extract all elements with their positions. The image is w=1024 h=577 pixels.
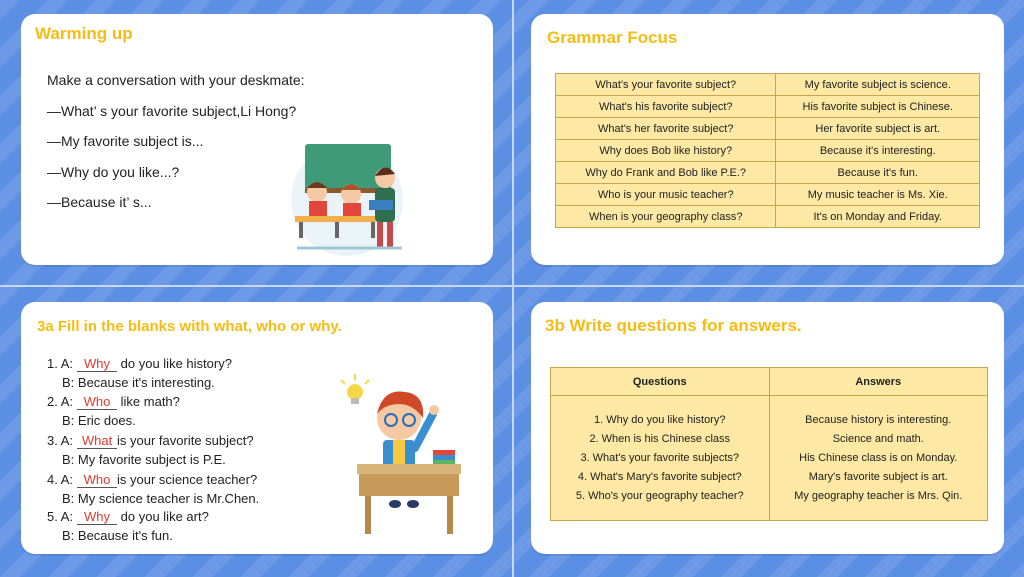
grammar-row	[556, 184, 980, 206]
question-text: like math?	[117, 394, 180, 409]
answers-cell	[769, 396, 988, 521]
conversation-line: —What’ s your favorite subject,Li Hong?	[47, 103, 297, 119]
grammar-answer-cell: Her favorite subject is art.	[776, 118, 980, 140]
grammar-question-cell: Why does Bob like history?	[556, 140, 776, 162]
filled-blank: Who	[77, 472, 117, 488]
answer-line: B: Eric does.	[62, 413, 136, 428]
conversation-line: —My favorite subject is...	[47, 133, 204, 149]
question-line	[47, 433, 254, 449]
answer-line: B: My favorite subject is P.E.	[62, 452, 226, 467]
question-line	[47, 509, 209, 525]
classroom-illustration	[287, 138, 417, 258]
boy-at-desk-illustration	[333, 374, 465, 536]
grammar-answer-cell: It's on Monday and Friday.	[776, 206, 980, 228]
answer-item: Science and math.	[832, 432, 924, 445]
grammar-answer-cell: Because it's interesting.	[776, 140, 980, 162]
warming-up-card	[21, 14, 493, 265]
questions-cell	[551, 396, 770, 521]
answer-line: B: Because it's interesting.	[62, 375, 215, 390]
grammar-answer-cell: His favorite subject is Chinese.	[776, 96, 980, 118]
question-number: 4. A:	[47, 472, 74, 487]
grammar-question-cell: What's his favorite subject?	[556, 96, 776, 118]
grammar-question-cell: Who is your music teacher?	[556, 184, 776, 206]
grammar-question-cell: When is your geography class?	[556, 206, 776, 228]
conversation-line: Make a conversation with your deskmate:	[47, 72, 305, 88]
column-header-answers: Answers	[769, 368, 988, 396]
panel-divider-horizontal	[0, 285, 1024, 287]
fill-in-blanks-card	[21, 302, 493, 554]
panel-title: Grammar Focus	[547, 28, 678, 47]
filled-blank: Why	[77, 356, 117, 372]
grammar-question-cell: What's your favorite subject?	[556, 74, 776, 96]
answer-line: B: My science teacher is Mr.Chen.	[62, 491, 260, 506]
grammar-question-cell: Why do Frank and Bob like P.E.?	[556, 162, 776, 184]
question-number: 2. A:	[47, 394, 74, 409]
grammar-row	[556, 206, 980, 228]
conversation-line: —Why do you like...?	[47, 164, 180, 180]
panel-divider-vertical	[512, 0, 514, 577]
grammar-answer-cell: Because it's fun.	[776, 162, 980, 184]
question-item: 3. What's your favorite subjects?	[580, 451, 740, 464]
question-line	[47, 472, 257, 488]
question-text: is your science teacher?	[117, 472, 258, 487]
question-item: 4. What's Mary's favorite subject?	[577, 470, 742, 483]
grammar-answer-cell: My favorite subject is science.	[776, 74, 980, 96]
answer-item: Because history is interesting.	[805, 413, 952, 426]
grammar-question-cell: What's her favorite subject?	[556, 118, 776, 140]
question-text: is your favorite subject?	[117, 433, 254, 448]
write-questions-card	[531, 302, 1004, 554]
grammar-row	[556, 140, 980, 162]
grammar-row	[556, 96, 980, 118]
questions-answers-table	[550, 367, 988, 521]
conversation-line: —Because it’ s...	[47, 194, 152, 210]
grammar-table	[555, 73, 980, 228]
question-item: 2. When is his Chinese class	[589, 432, 731, 445]
question-text: do you like art?	[117, 509, 209, 524]
question-text: do you like history?	[117, 356, 232, 371]
grammar-row	[556, 162, 980, 184]
question-number: 3. A:	[47, 433, 74, 448]
filled-blank: What	[77, 433, 117, 449]
question-number: 5. A:	[47, 509, 74, 524]
grammar-row	[556, 118, 980, 140]
answer-item: Mary's favorite subject is art.	[808, 470, 948, 483]
question-line	[47, 356, 232, 372]
filled-blank: Why	[77, 509, 117, 525]
grammar-row	[556, 74, 980, 96]
filled-blank: Who	[77, 394, 117, 410]
answer-item: His Chinese class is on Monday.	[799, 451, 958, 464]
question-line	[47, 394, 180, 410]
grammar-focus-card	[531, 14, 1004, 265]
panel-title: 3a Fill in the blanks with what, who or why.	[37, 318, 342, 335]
answer-line: B: Because it's fun.	[62, 528, 173, 543]
grammar-answer-cell: My music teacher is Ms. Xie.	[776, 184, 980, 206]
question-number: 1. A:	[47, 356, 74, 371]
column-header-questions: Questions	[551, 368, 770, 396]
answer-item: My geography teacher is Mrs. Qin.	[794, 489, 963, 502]
panel-title: Warming up	[35, 24, 133, 43]
panel-title: 3b Write questions for answers.	[545, 316, 802, 335]
question-item: 5. Who's your geography teacher?	[575, 489, 744, 502]
question-item: 1. Why do you like history?	[594, 413, 726, 426]
